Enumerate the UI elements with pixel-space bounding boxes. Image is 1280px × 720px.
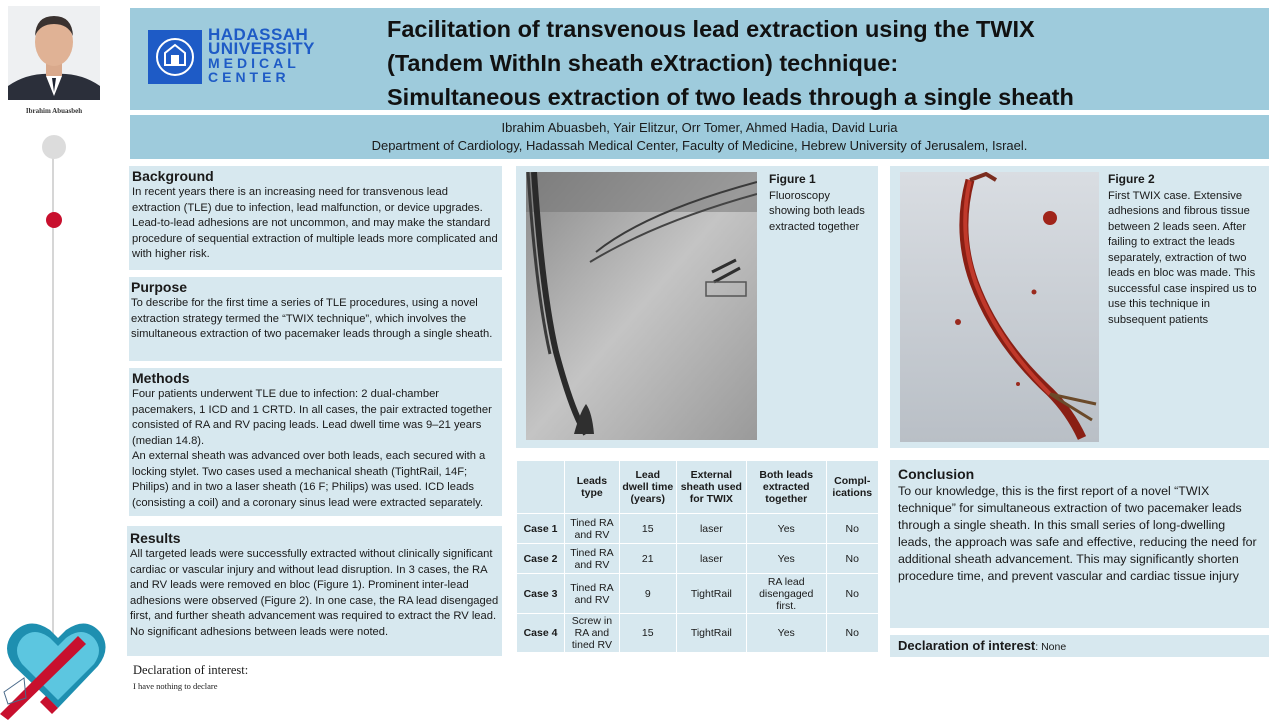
methods-heading: Methods bbox=[132, 370, 190, 386]
table-cell: RA lead disengaged first. bbox=[746, 574, 826, 614]
conclusion-heading: Conclusion bbox=[898, 466, 975, 482]
table-cell: Case 3 bbox=[517, 574, 565, 614]
conclusion-panel bbox=[890, 460, 1269, 628]
table-cell: Case 4 bbox=[517, 614, 565, 653]
table-cell: Screw in RA and tined RV bbox=[565, 614, 620, 653]
table-cell: 15 bbox=[619, 614, 676, 653]
table-cell: Tined RA and RV bbox=[565, 514, 620, 544]
title-line-1: Facilitation of transvenous lead extraction using the TWIX bbox=[387, 16, 1035, 42]
table-cell: No bbox=[826, 514, 879, 544]
timeline-dot-active[interactable] bbox=[46, 212, 62, 228]
results-heading: Results bbox=[130, 530, 181, 546]
declaration-right-panel bbox=[890, 635, 1269, 657]
table-cell: Case 1 bbox=[517, 514, 565, 544]
table-header-row bbox=[517, 461, 879, 514]
authors-banner bbox=[130, 115, 1269, 159]
affiliation: Department of Cardiology, Hadassah Medical Center, Faculty of Medicine, Hebrew University of Jerusalem, Israel. bbox=[371, 138, 1028, 153]
table-cell: TightRail bbox=[676, 574, 746, 614]
table-cell: TightRail bbox=[676, 614, 746, 653]
poster-header bbox=[130, 8, 1269, 110]
results-panel bbox=[127, 526, 502, 656]
table-row bbox=[517, 574, 879, 614]
table-cell: 9 bbox=[619, 574, 676, 614]
table-cell: No bbox=[826, 574, 879, 614]
table-header: External sheath used for TWIX bbox=[676, 461, 746, 514]
figure2-label: Figure 2 bbox=[1108, 172, 1155, 186]
table-header: Both leads extracted together bbox=[746, 461, 826, 514]
table-cell: Tined RA and RV bbox=[565, 574, 620, 614]
author-list: Ibrahim Abuasbeh, Yair Elitzur, Orr Tomer, Ahmed Hadia, David Luria bbox=[501, 120, 898, 135]
fluoroscopy-image bbox=[526, 172, 757, 440]
methods-text-2: An external sheath was advanced over both leads, each secured with a locking stylet. Two cases used a mechanical sheath (TightRail, 14F; Philips) and in two a laser sheath (16 F; Philips) was used. ICD leads (consisting a coil) and a coronary sinus lead were extracted separately. bbox=[132, 450, 486, 509]
table-cell: laser bbox=[676, 514, 746, 544]
table-row bbox=[517, 614, 879, 653]
cases-table bbox=[516, 460, 879, 653]
table-cell: Case 2 bbox=[517, 544, 565, 574]
logo-line-2: UNIVERSITY bbox=[208, 39, 316, 58]
table-cell: Yes bbox=[746, 614, 826, 653]
figure2-caption bbox=[1108, 172, 1264, 328]
declaration-left bbox=[133, 663, 248, 691]
title-line-3: Simultaneous extraction of two leads through a single sheath bbox=[387, 84, 1074, 110]
hadassah-logo-icon bbox=[148, 30, 202, 84]
table-cell: Yes bbox=[746, 514, 826, 544]
purpose-text: To describe for the first time a series of TLE procedures, using a novel extraction strategy termed the “TWIX technique”, which involves the simultaneous extraction of two pacemaker leads through a single sheath. bbox=[131, 297, 493, 340]
figure1-caption bbox=[769, 172, 869, 235]
logo-line-1: HADASSAH bbox=[208, 25, 309, 44]
table-row bbox=[517, 514, 879, 544]
conclusion-text: To our knowledge, this is the first report of a novel “TWIX technique” for simultaneous extraction of two pacemaker leads through a single sheath. In this small series of long-dwelling leads, the approach was safe and effective, reducing the need for additional sheath advancement. This may significantly shorten procedure time, and prevent vascular and cardiac tissue injury bbox=[898, 484, 1257, 583]
declaration-right-text: : None bbox=[1035, 641, 1067, 653]
table-header bbox=[517, 461, 565, 514]
results-text: All targeted leads were successfully extracted without clinically significant cardiac or vascular injury and without lead disruption. In 3 cases, the RA and RV leads were removed en bloc (Figure 1). Prominent inter-lead adhesions were observed (Figure 2). In one case, the RA lead disengaged first, and further sheath advancement was required to extract the RV lead. No significant adhesions between leads were noted. bbox=[130, 548, 499, 638]
heart-logo-icon bbox=[0, 608, 110, 720]
purpose-panel bbox=[129, 277, 502, 361]
figure1-text: Fluoroscopy showing both leads extracted together bbox=[769, 189, 865, 233]
table-cell: No bbox=[826, 614, 879, 653]
logo-line-4: CENTER bbox=[208, 69, 290, 85]
methods-panel bbox=[129, 368, 502, 516]
logo-line-3: MEDICAL bbox=[208, 55, 300, 71]
table-cell: 15 bbox=[619, 514, 676, 544]
table-cell: No bbox=[826, 544, 879, 574]
figure2-text: First TWIX case. Extensive adhesions and fibrous tissue between 2 leads seen. After failing to extract the leads separately, extraction of two leads en bloc was made. This successful case inspired us to use this technique in subsequent patients bbox=[1108, 189, 1257, 326]
figure1-label: Figure 1 bbox=[769, 172, 816, 186]
background-text: In recent years there is an increasing need for transvenous lead extraction (TLE) due to infection, lead malfunction, or device upgrades. Lead-to-lead adhesions are not uncommon, and may make the standard procedure of sequential extraction of multiple leads more complicated and with higher risk. bbox=[132, 186, 498, 260]
methods-text-1: Four patients underwent TLE due to infection: 2 dual-chamber pacemakers, 1 ICD and 1 CRTD. In all cases, the pair extracted together consisted of RA and RV pacing leads. Lead dwell time was 9–21 years (median 14.8). bbox=[132, 388, 492, 447]
purpose-heading: Purpose bbox=[131, 279, 188, 295]
table-cell: Tined RA and RV bbox=[565, 544, 620, 574]
table-header: Lead dwell time (years) bbox=[619, 461, 676, 514]
background-heading: Background bbox=[132, 168, 214, 184]
table-row bbox=[517, 544, 879, 574]
table-cell: 21 bbox=[619, 544, 676, 574]
table-cell: Yes bbox=[746, 544, 826, 574]
extracted-leads-photo bbox=[900, 172, 1099, 442]
table-header: Compl-ications bbox=[826, 461, 879, 514]
background-panel bbox=[129, 166, 502, 270]
presenter-name: Ibrahim Abuasbeh bbox=[25, 107, 83, 115]
presenter-photo bbox=[8, 6, 100, 100]
declaration-left-text: I have nothing to declare bbox=[133, 681, 218, 691]
presenter-rail bbox=[0, 0, 110, 720]
declaration-right-heading: Declaration of interest bbox=[898, 638, 1036, 653]
table-header: Leads type bbox=[565, 461, 620, 514]
timeline-dot[interactable] bbox=[42, 135, 66, 159]
table-cell: laser bbox=[676, 544, 746, 574]
hadassah-logo-text bbox=[208, 25, 316, 85]
declaration-left-heading: Declaration of interest: bbox=[133, 663, 249, 677]
poster-title bbox=[387, 12, 1257, 114]
title-line-2: (Tandem WithIn sheath eXtraction) technique: bbox=[387, 50, 899, 76]
